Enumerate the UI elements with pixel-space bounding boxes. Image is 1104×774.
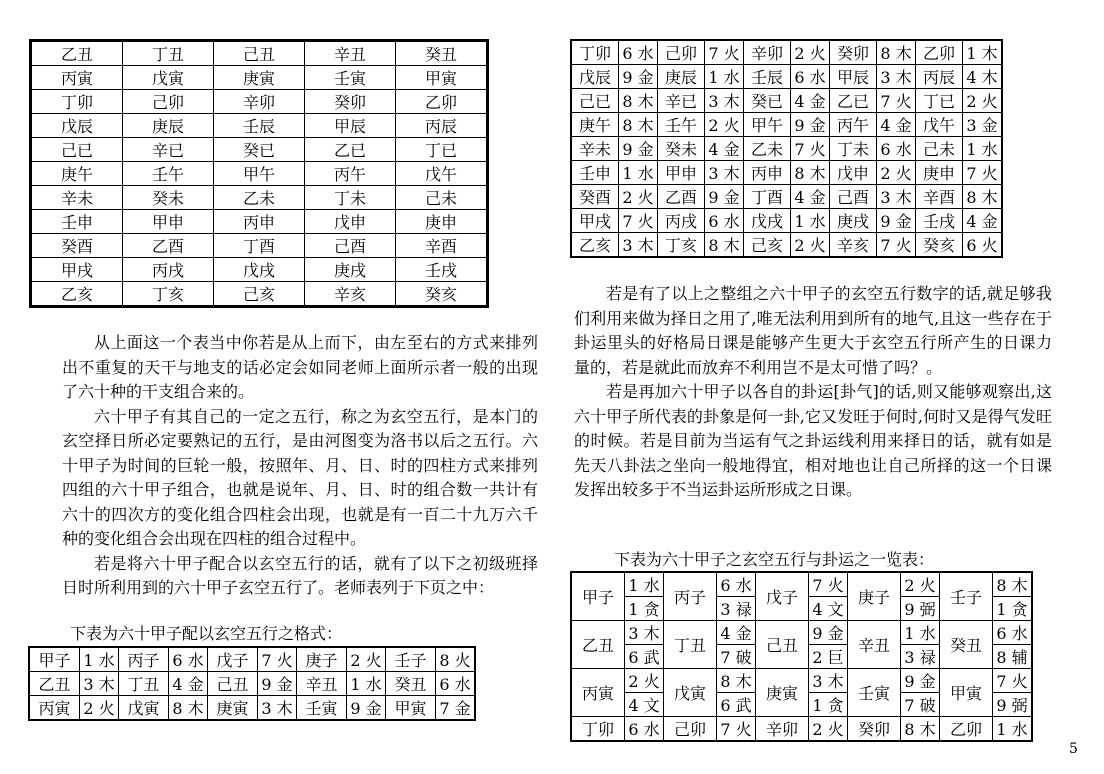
ganzhi-cell: 戊午 — [396, 162, 488, 186]
ganzhi-cell: 癸丑 — [396, 41, 488, 66]
ganzhi-cell: 己丑 — [208, 672, 258, 696]
table-row — [571, 89, 1002, 113]
ganzhi-cell: 甲申 — [123, 210, 214, 234]
element-cell: 2 火 — [347, 647, 386, 672]
element-cell: 6 水 — [619, 40, 658, 65]
element-cell: 3 木 — [258, 696, 297, 721]
ganzhi-cell: 辛丑 — [297, 672, 347, 696]
ganzhi-cell: 壬辰 — [744, 65, 791, 89]
ganzhi-cell: 辛未 — [31, 186, 123, 210]
ganzhi-cell: 壬子 — [940, 572, 993, 621]
ganzhi-cell: 乙酉 — [123, 234, 214, 258]
element-cell: 9 金 — [619, 137, 658, 161]
element-cell: 6 水 — [705, 209, 744, 233]
element-cell: 1 水 — [347, 672, 386, 696]
ganzhi-cell: 戊子 — [756, 572, 809, 621]
ganzhi-cell: 庚寅 — [756, 669, 809, 717]
ganzhi-cell: 己未 — [396, 186, 488, 210]
table-row — [571, 669, 1032, 693]
paragraph: 若是有了以上之整组之六十甲子的玄空五行数字的话,就足够我们利用来做为择日之用了,唯无法利用到所有的地气,且这一些存在于卦运里头的好格局日课是能够产生更大于玄空五行所产生的日课力量的，若是就此而放弃不利用岂不是太可惜了吗？。 — [574, 284, 1052, 377]
table-row — [571, 40, 1002, 65]
ganzhi-cell: 丁亥 — [123, 282, 214, 307]
table-row — [31, 282, 488, 307]
element-cell: 1 水 — [625, 572, 664, 597]
ganzhi-cell: 庚申 — [916, 161, 963, 185]
table-row — [29, 696, 475, 721]
ganzhi-cell: 甲子 — [29, 647, 80, 672]
table-row — [31, 138, 488, 162]
table-row — [29, 672, 475, 696]
ganzhi-cell: 庚寅 — [208, 696, 258, 721]
ganzhi-cell: 庚子 — [297, 647, 347, 672]
ganzhi-cell: 壬戌 — [396, 258, 488, 282]
ganzhi-cell: 甲申 — [658, 161, 705, 185]
ganzhi-cell: 癸亥 — [396, 282, 488, 307]
ganzhi-cell: 庚申 — [396, 210, 488, 234]
ganzhi-cell: 乙已 — [305, 138, 396, 162]
table-row — [571, 161, 1002, 185]
gua-yun-table — [570, 571, 1033, 742]
ganzhi-cell: 己酉 — [305, 234, 396, 258]
element-cell: 8 木 — [705, 233, 744, 258]
paragraph: 从上面这一个表当中你若是从上而下，由左至右的方式来排列出不重复的天干与地支的话必定会如同老师上面所示者一般的出现了六十种的干支组合来的。 — [62, 333, 538, 401]
ganzhi-cell: 癸已 — [744, 89, 791, 113]
ganzhi-cell: 丙午 — [305, 162, 396, 186]
element-cell: 2 火 — [901, 572, 940, 597]
ganzhi-cell: 戊辰 — [31, 114, 123, 138]
ganzhi-cell: 癸亥 — [916, 233, 963, 258]
ganzhi-cell: 甲戌 — [571, 209, 619, 233]
ganzhi-cell: 戊子 — [208, 647, 258, 672]
gua-cell: 1 贪 — [625, 597, 664, 621]
table-row — [31, 210, 488, 234]
ganzhi-cell: 丁已 — [396, 138, 488, 162]
ganzhi-cell: 丁酉 — [744, 185, 791, 209]
element-cell: 6 水 — [877, 137, 916, 161]
ganzhi-cell: 壬午 — [658, 113, 705, 137]
gua-cell: 9 弼 — [993, 693, 1033, 717]
table-row — [31, 234, 488, 258]
ganzhi-cell: 庚午 — [571, 113, 619, 137]
element-cell: 2 火 — [80, 696, 119, 721]
ganzhi-cell: 乙酉 — [658, 185, 705, 209]
element-cell: 8 木 — [717, 669, 756, 693]
element-cell: 9 金 — [901, 669, 940, 693]
ganzhi-cell: 癸卯 — [830, 40, 877, 65]
ganzhi-cell: 丙午 — [830, 113, 877, 137]
ganzhi-cell: 丙寅 — [29, 696, 80, 721]
gua-cell: 4 文 — [809, 597, 848, 621]
left-text-block — [62, 331, 538, 601]
ganzhi-cell: 壬子 — [386, 647, 436, 672]
ganzhi-cell: 乙丑 — [31, 41, 123, 66]
element-cell: 3 木 — [809, 669, 848, 693]
ganzhi-cell: 丁卯 — [571, 717, 625, 742]
element-cell: 4 金 — [717, 621, 756, 645]
ganzhi-cell: 乙卯 — [916, 40, 963, 65]
element-cell: 6 水 — [436, 672, 476, 696]
ganzhi-cell: 乙丑 — [571, 621, 625, 669]
ganzhi-cell: 丙子 — [119, 647, 169, 672]
ganzhi-cell: 丙寅 — [31, 66, 123, 90]
ganzhi-cell: 己亥 — [744, 233, 791, 258]
gua-cell: 6 武 — [625, 645, 664, 669]
ganzhi-cell: 己卯 — [123, 90, 214, 114]
ganzhi-cell: 乙卯 — [396, 90, 488, 114]
table-row — [571, 113, 1002, 137]
element-cell: 9 金 — [347, 696, 386, 721]
ganzhi-cell: 壬寅 — [848, 669, 901, 717]
gua-cell: 9 弼 — [901, 597, 940, 621]
ganzhi-cell: 庚戌 — [305, 258, 396, 282]
table-row — [571, 185, 1002, 209]
ganzhi-cell: 戊申 — [830, 161, 877, 185]
element-cell: 2 火 — [809, 717, 848, 742]
element-cell: 6 水 — [169, 647, 208, 672]
ganzhi-cell: 壬申 — [31, 210, 123, 234]
element-cell: 6 水 — [717, 572, 756, 597]
element-cell: 3 木 — [625, 621, 664, 645]
ganzhi-cell: 甲子 — [571, 572, 625, 621]
table-row — [31, 114, 488, 138]
element-cell: 2 火 — [619, 185, 658, 209]
left-table-caption: 下表为六十甲子配以玄空五行之格式： — [70, 624, 343, 643]
table-row — [31, 186, 488, 210]
ganzhi-cell: 辛已 — [123, 138, 214, 162]
ganzhi-cell: 丁丑 — [664, 621, 717, 669]
element-cell: 7 金 — [436, 696, 476, 721]
ganzhi-cell: 丙申 — [744, 161, 791, 185]
ganzhi-cell: 辛卯 — [756, 717, 809, 742]
element-cell: 7 火 — [963, 161, 1003, 185]
ganzhi-cell: 乙亥 — [31, 282, 123, 307]
element-cell: 9 金 — [809, 621, 848, 645]
ganzhi-cell: 丁卯 — [31, 90, 123, 114]
ganzhi-cell: 辛酉 — [396, 234, 488, 258]
xuankong-table-right — [570, 39, 1003, 258]
page-number: 5 — [1069, 741, 1078, 757]
ganzhi-cell: 辛亥 — [305, 282, 396, 307]
element-cell: 2 火 — [791, 40, 830, 65]
paragraph: 六十甲子有其自己的一定之五行，称之为玄空五行，是本门的玄空择日所必定要熟记的五行，是由河图变为洛书以后之五行。六十甲子为时间的巨轮一般，按照年、月、日、时的四柱方式来排列四组的六十甲子组合，也就是说年、月、日、时的组合数一共计有六十的四次方的变化组合四柱会出现，也就是有一百二十九万六千种的变化组合会出现在四柱的组合过程中。 — [62, 406, 538, 548]
element-cell: 3 金 — [963, 113, 1003, 137]
ganzhi-cell: 己丑 — [214, 41, 305, 66]
ganzhi-cell: 甲午 — [744, 113, 791, 137]
ganzhi-cell: 丁酉 — [214, 234, 305, 258]
table-row — [571, 233, 1002, 258]
ganzhi-cell: 辛丑 — [848, 621, 901, 669]
ganzhi-cell: 辛卯 — [214, 90, 305, 114]
ganzhi-table — [29, 39, 489, 308]
element-cell: 9 金 — [619, 65, 658, 89]
ganzhi-cell: 己已 — [571, 89, 619, 113]
ganzhi-cell: 丙戌 — [123, 258, 214, 282]
element-cell: 6 水 — [993, 621, 1033, 645]
element-cell: 9 金 — [258, 672, 297, 696]
element-cell: 8 木 — [877, 40, 916, 65]
table-row — [31, 41, 488, 66]
ganzhi-cell: 甲寅 — [396, 66, 488, 90]
ganzhi-cell: 壬申 — [571, 161, 619, 185]
ganzhi-cell: 戊寅 — [123, 66, 214, 90]
element-cell: 7 火 — [809, 572, 848, 597]
ganzhi-cell: 己已 — [31, 138, 123, 162]
ganzhi-cell: 丙辰 — [396, 114, 488, 138]
element-cell: 7 火 — [717, 717, 756, 742]
ganzhi-cell: 甲寅 — [386, 696, 436, 721]
gua-cell: 4 文 — [625, 693, 664, 717]
ganzhi-cell: 乙亥 — [571, 233, 619, 258]
ganzhi-cell: 戊寅 — [664, 669, 717, 717]
ganzhi-cell: 乙已 — [830, 89, 877, 113]
element-cell: 7 火 — [877, 233, 916, 258]
ganzhi-cell: 丁丑 — [123, 41, 214, 66]
element-cell: 4 金 — [963, 209, 1003, 233]
table-row — [571, 572, 1032, 597]
element-cell: 3 木 — [877, 65, 916, 89]
ganzhi-cell: 辛丑 — [305, 41, 396, 66]
element-cell: 9 金 — [791, 113, 830, 137]
ganzhi-cell: 庚辰 — [123, 114, 214, 138]
element-cell: 1 水 — [901, 621, 940, 645]
right-text-block — [574, 282, 1052, 503]
gua-cell: 1 贪 — [809, 693, 848, 717]
element-cell: 7 火 — [619, 209, 658, 233]
element-cell: 1 水 — [963, 137, 1003, 161]
ganzhi-cell: 戊申 — [305, 210, 396, 234]
ganzhi-cell: 癸酉 — [31, 234, 123, 258]
ganzhi-cell: 癸未 — [123, 186, 214, 210]
ganzhi-cell: 丙戌 — [658, 209, 705, 233]
ganzhi-cell: 丙申 — [214, 210, 305, 234]
element-cell: 3 木 — [705, 89, 744, 113]
ganzhi-cell: 庚午 — [31, 162, 123, 186]
ganzhi-cell: 己卯 — [664, 717, 717, 742]
element-cell: 7 火 — [705, 40, 744, 65]
element-cell: 8 木 — [619, 89, 658, 113]
element-cell: 8 木 — [901, 717, 940, 742]
ganzhi-cell: 乙未 — [744, 137, 791, 161]
ganzhi-cell: 壬辰 — [214, 114, 305, 138]
element-cell: 1 水 — [705, 65, 744, 89]
gua-cell: 8 辅 — [993, 645, 1033, 669]
ganzhi-cell: 戊午 — [916, 113, 963, 137]
ganzhi-cell: 丁已 — [916, 89, 963, 113]
ganzhi-cell: 己卯 — [658, 40, 705, 65]
element-cell: 4 金 — [791, 185, 830, 209]
ganzhi-cell: 庚戌 — [830, 209, 877, 233]
ganzhi-cell: 甲午 — [214, 162, 305, 186]
ganzhi-cell: 壬午 — [123, 162, 214, 186]
element-cell: 7 火 — [993, 669, 1033, 693]
ganzhi-cell: 己未 — [916, 137, 963, 161]
element-cell: 3 木 — [80, 672, 119, 696]
ganzhi-cell: 己丑 — [756, 621, 809, 669]
element-cell: 8 木 — [963, 185, 1003, 209]
element-cell: 8 木 — [791, 161, 830, 185]
paragraph: 若是再加六十甲子以各自的卦运[卦气]的话,则又能够观察出,这六十甲子所代表的卦象是何一卦,它又发旺于何时,何时又是得气发旺的时候。若是目前为当运有气之卦运线利用来择日的话，就有如是先天八卦法之坐向一般地得宜，相对地也让自己所择的这一个日课发挥出较多于不当运卦运所形成之日课。 — [574, 382, 1052, 499]
element-cell: 6 水 — [625, 717, 664, 742]
gua-cell: 6 武 — [717, 693, 756, 717]
element-cell: 1 水 — [993, 717, 1033, 742]
ganzhi-cell: 甲辰 — [830, 65, 877, 89]
ganzhi-cell: 癸丑 — [940, 621, 993, 669]
ganzhi-cell: 戊寅 — [119, 696, 169, 721]
element-cell: 1 水 — [791, 209, 830, 233]
ganzhi-cell: 辛未 — [571, 137, 619, 161]
ganzhi-cell: 辛已 — [658, 89, 705, 113]
table-row — [571, 209, 1002, 233]
ganzhi-cell: 丙子 — [664, 572, 717, 621]
element-cell: 2 火 — [963, 89, 1003, 113]
element-cell: 7 火 — [877, 89, 916, 113]
element-cell: 2 火 — [877, 161, 916, 185]
element-cell: 6 水 — [791, 65, 830, 89]
ganzhi-cell: 庚寅 — [214, 66, 305, 90]
ganzhi-cell: 癸丑 — [386, 672, 436, 696]
ganzhi-cell: 戊戌 — [214, 258, 305, 282]
ganzhi-cell: 壬寅 — [297, 696, 347, 721]
table-row — [29, 647, 475, 672]
ganzhi-cell: 壬戌 — [916, 209, 963, 233]
xuankong-table-left — [28, 646, 476, 721]
element-cell: 8 木 — [993, 572, 1033, 597]
right-table-caption: 下表为六十甲子之玄空五行与卦运之一览表： — [614, 550, 935, 569]
ganzhi-cell: 乙卯 — [940, 717, 993, 742]
table-row — [31, 66, 488, 90]
element-cell: 3 木 — [619, 233, 658, 258]
ganzhi-cell: 乙丑 — [29, 672, 80, 696]
ganzhi-cell: 乙未 — [214, 186, 305, 210]
element-cell: 8 木 — [619, 113, 658, 137]
ganzhi-cell: 丙辰 — [916, 65, 963, 89]
table-row — [571, 137, 1002, 161]
ganzhi-cell: 己酉 — [830, 185, 877, 209]
gua-cell: 2 巨 — [809, 645, 848, 669]
ganzhi-cell: 丙寅 — [571, 669, 625, 717]
ganzhi-cell: 癸未 — [658, 137, 705, 161]
element-cell: 4 金 — [791, 89, 830, 113]
element-cell: 2 火 — [705, 113, 744, 137]
ganzhi-cell: 壬寅 — [305, 66, 396, 90]
element-cell: 1 木 — [963, 40, 1003, 65]
element-cell: 4 金 — [169, 672, 208, 696]
ganzhi-cell: 辛亥 — [830, 233, 877, 258]
table-row — [31, 258, 488, 282]
paragraph: 若是将六十甲子配合以玄空五行的话，就有了以下之初级班择日时所利用到的六十甲子玄空五行了。老师表列于下页之中： — [62, 553, 538, 597]
element-cell: 3 木 — [877, 185, 916, 209]
element-cell: 2 火 — [791, 233, 830, 258]
element-cell: 6 火 — [963, 233, 1003, 258]
ganzhi-cell: 丁卯 — [571, 40, 619, 65]
ganzhi-cell: 辛卯 — [744, 40, 791, 65]
gua-cell: 3 禄 — [901, 645, 940, 669]
ganzhi-cell: 甲戌 — [31, 258, 123, 282]
ganzhi-cell: 癸卯 — [305, 90, 396, 114]
element-cell: 4 金 — [705, 137, 744, 161]
table-row — [31, 90, 488, 114]
element-cell: 4 木 — [963, 65, 1003, 89]
gua-cell: 7 破 — [901, 693, 940, 717]
ganzhi-cell: 辛酉 — [916, 185, 963, 209]
element-cell: 3 木 — [705, 161, 744, 185]
ganzhi-cell: 癸卯 — [848, 717, 901, 742]
element-cell: 7 火 — [258, 647, 297, 672]
ganzhi-cell: 庚子 — [848, 572, 901, 621]
element-cell: 8 木 — [169, 696, 208, 721]
gua-cell: 3 禄 — [717, 597, 756, 621]
ganzhi-cell: 甲寅 — [940, 669, 993, 717]
element-cell: 1 水 — [619, 161, 658, 185]
ganzhi-cell: 丁未 — [305, 186, 396, 210]
gua-cell: 1 贪 — [993, 597, 1033, 621]
ganzhi-cell: 庚辰 — [658, 65, 705, 89]
ganzhi-cell: 丁亥 — [658, 233, 705, 258]
element-cell: 9 金 — [877, 209, 916, 233]
element-cell: 2 火 — [625, 669, 664, 693]
ganzhi-cell: 癸酉 — [571, 185, 619, 209]
gua-cell: 7 破 — [717, 645, 756, 669]
ganzhi-cell: 甲辰 — [305, 114, 396, 138]
table-row — [571, 717, 1032, 742]
element-cell: 9 金 — [705, 185, 744, 209]
table-row — [571, 65, 1002, 89]
ganzhi-cell: 癸已 — [214, 138, 305, 162]
ganzhi-cell: 戊辰 — [571, 65, 619, 89]
table-row — [571, 621, 1032, 645]
element-cell: 8 火 — [436, 647, 476, 672]
ganzhi-cell: 丁未 — [830, 137, 877, 161]
element-cell: 1 水 — [80, 647, 119, 672]
element-cell: 4 金 — [877, 113, 916, 137]
table-row — [31, 162, 488, 186]
element-cell: 7 火 — [791, 137, 830, 161]
ganzhi-cell: 己亥 — [214, 282, 305, 307]
ganzhi-cell: 丁丑 — [119, 672, 169, 696]
ganzhi-cell: 戊戌 — [744, 209, 791, 233]
